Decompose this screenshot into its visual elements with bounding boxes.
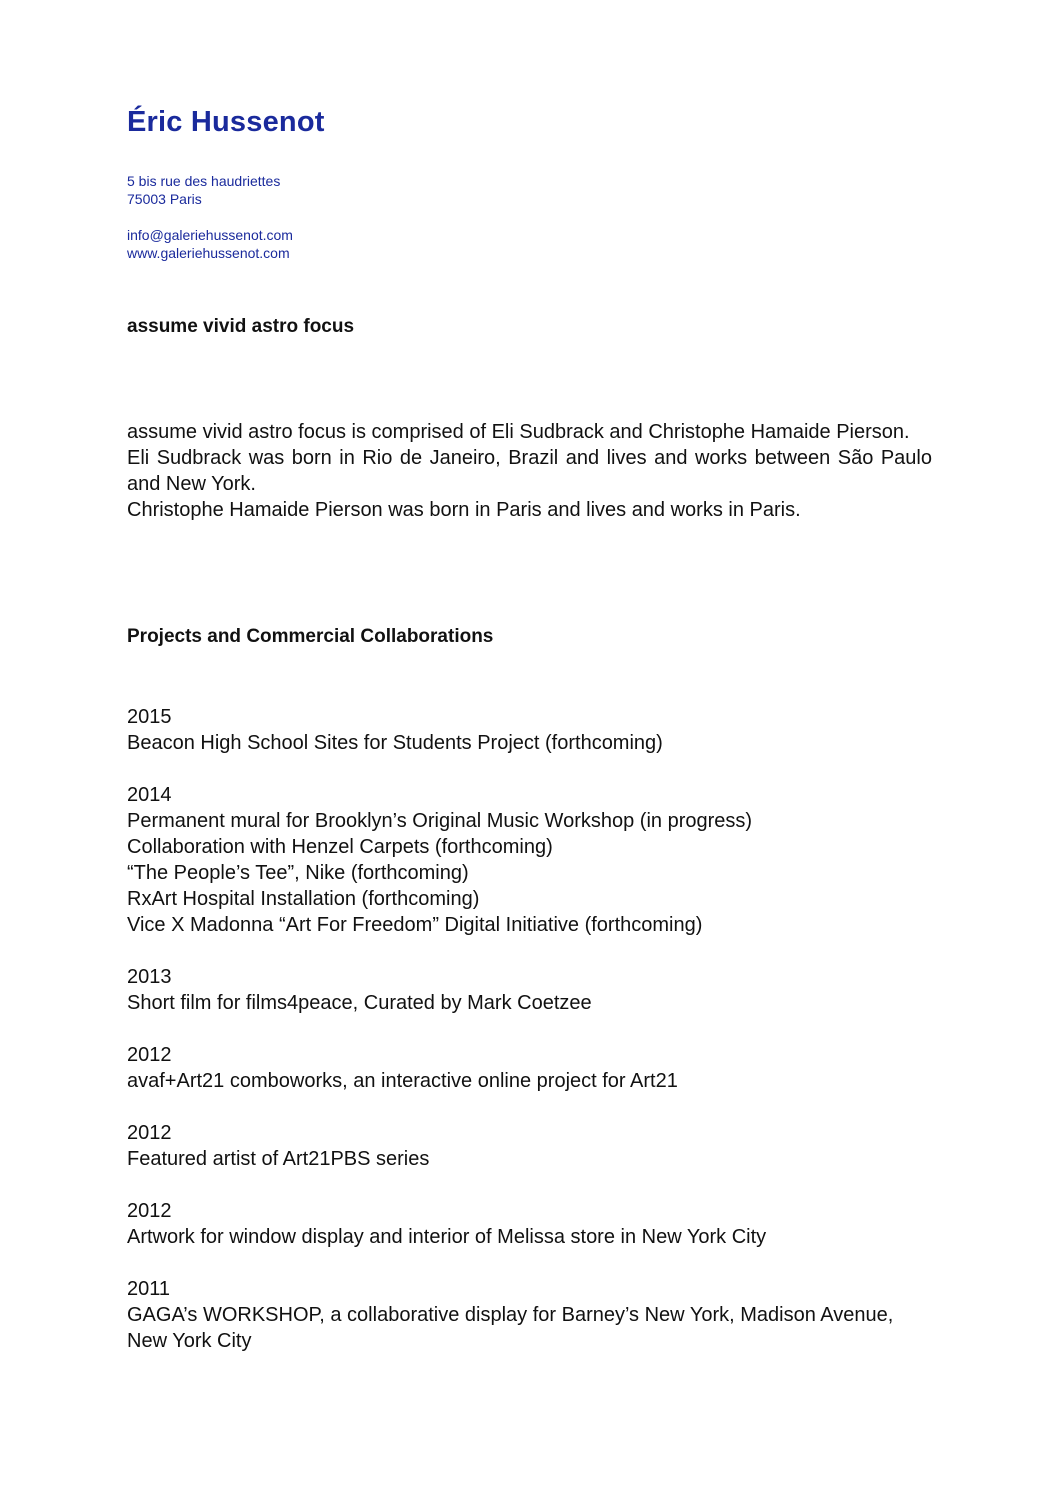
entry-year: 2012 (127, 1200, 172, 1222)
entry-item: Featured artist of Art21PBS series (127, 1148, 430, 1170)
entry-year: 2013 (127, 966, 172, 988)
project-entry (127, 1198, 932, 1250)
project-entry (127, 1120, 932, 1172)
entry-item: Artwork for window display and interior of Melissa store in New York City (127, 1226, 767, 1248)
artist-name: assume vivid astro focus (127, 316, 355, 337)
entry-item: Vice X Madonna “Art For Freedom” Digital Initiative (forthcoming) (127, 914, 703, 936)
gallery-name: Éric Hussenot (127, 106, 325, 138)
project-entry (127, 964, 932, 1016)
project-entry (127, 1276, 932, 1354)
address-line: 5 bis rue des haudriettes (127, 173, 281, 189)
entry-item: avaf+Art21 comboworks, an interactive online project for Art21 (127, 1070, 678, 1092)
gallery-address (127, 172, 280, 208)
entry-item: “The People’s Tee”, Nike (forthcoming) (127, 862, 469, 884)
artist-bio (127, 419, 932, 523)
entry-year: 2014 (127, 784, 172, 806)
gallery-contact (127, 226, 293, 262)
project-entry (127, 1042, 932, 1094)
bio-paragraph: assume vivid astro focus is comprised of Eli Sudbrack and Christophe Hamaide Pierson. (127, 421, 910, 443)
email-link[interactable]: info@galeriehussenot.com (127, 227, 293, 243)
project-entry (127, 782, 932, 938)
entry-item: GAGA’s WORKSHOP, a collaborative display for Barney’s New York, Madison Avenue, New York City (127, 1304, 894, 1352)
section-heading: Projects and Commercial Collaborations (127, 626, 494, 647)
entry-item: RxArt Hospital Installation (forthcoming) (127, 888, 480, 910)
entry-year: 2012 (127, 1044, 172, 1066)
entry-item: Collaboration with Henzel Carpets (forthcoming) (127, 836, 553, 858)
entry-year: 2012 (127, 1122, 172, 1144)
entry-item: Short film for films4peace, Curated by Mark Coetzee (127, 992, 592, 1014)
address-line: 75003 Paris (127, 191, 202, 207)
projects-list (127, 704, 932, 1380)
entry-item: Permanent mural for Brooklyn’s Original Music Workshop (in progress) (127, 810, 753, 832)
entry-year: 2015 (127, 706, 172, 728)
bio-paragraph: Eli Sudbrack was born in Rio de Janeiro, Brazil and lives and works between São Paulo and New York. (127, 447, 932, 495)
entry-year: 2011 (127, 1278, 171, 1300)
entry-item: Beacon High School Sites for Students Project (forthcoming) (127, 732, 663, 754)
bio-paragraph: Christophe Hamaide Pierson was born in Paris and lives and works in Paris. (127, 499, 801, 521)
project-entry (127, 704, 932, 756)
website-link[interactable]: www.galeriehussenot.com (127, 245, 290, 261)
